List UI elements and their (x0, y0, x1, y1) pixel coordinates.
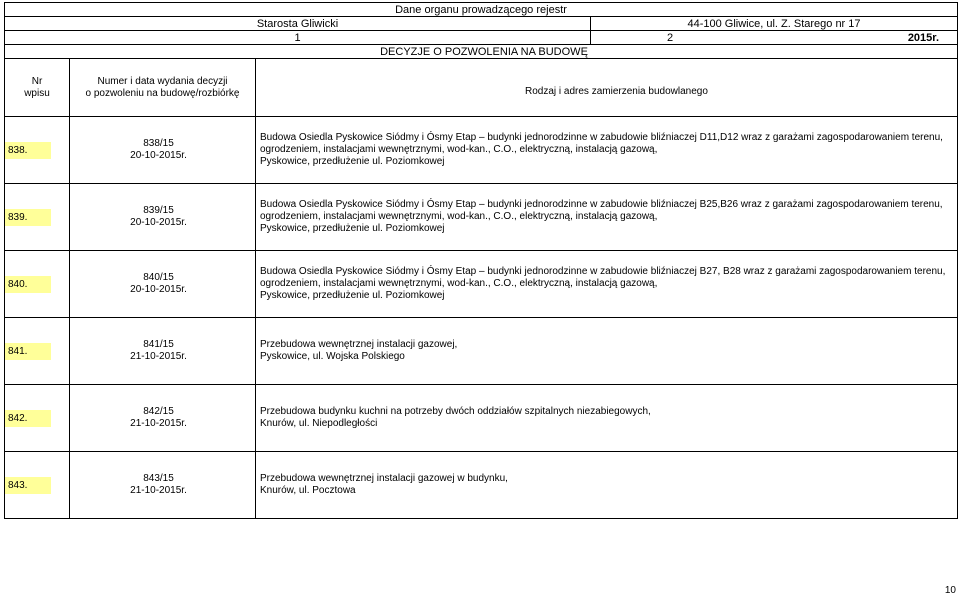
description-cell (256, 385, 958, 452)
description-cell (256, 251, 958, 318)
description-line: ogrodzeniem, instalacjami wewnętrznymi, wod-kan., C.O., elektryczną, instalacją gazową, (260, 278, 658, 289)
entry-number: 843. (5, 477, 51, 494)
entry-number-cell (5, 318, 70, 385)
decision-date: 21-10-2015r. (130, 485, 187, 496)
column-header-decision-line1: Numer i data wydania decyzji (97, 75, 228, 87)
description-line: Budowa Osiedla Pyskowice Siódmy i Ósmy Etap – budynki jednorodzinne w zabudowie bliźniaczej B27, B28 wraz z garażami zagospodarowaniem terenu, (260, 266, 946, 277)
table-row (5, 117, 958, 184)
description-address: Pyskowice, przedłużenie ul. Poziomkowej (260, 290, 445, 301)
entry-number-cell (5, 452, 70, 519)
description-cell (256, 184, 958, 251)
decision-number: 838/15 (143, 138, 174, 149)
decision-cell (70, 318, 256, 385)
description-line: ogrodzeniem, instalacjami wewnętrznymi, wod-kan., C.O., elektryczną, instalacją gazową, (260, 211, 658, 222)
register-title-text: DECYZJE O POZWOLENIA NA BUDOWĘ (380, 45, 588, 58)
description-address: Pyskowice, przedłużenie ul. Poziomkowej (260, 156, 445, 167)
entry-number-cell (5, 184, 70, 251)
entry-number: 839. (5, 209, 51, 226)
decision-number: 839/15 (143, 205, 174, 216)
decision-cell (70, 251, 256, 318)
description-cell (256, 117, 958, 184)
decision-number: 840/15 (143, 272, 174, 283)
column-header-nr (5, 59, 70, 117)
column-header-decision-line2: o pozwoleniu na budowę/rozbiórkę (85, 87, 240, 99)
description-address: Knurów, ul. Pocztowa (260, 485, 356, 496)
description-address: Knurów, ul. Niepodległości (260, 418, 378, 429)
decision-date: 20-10-2015r. (130, 217, 187, 228)
description-cell (256, 318, 958, 385)
description-line: Budowa Osiedla Pyskowice Siódmy i Ósmy Etap – budynki jednorodzinne w zabudowie bliźniaczej D11,D12 wraz z garażami zagospodarowaniem terenu, (260, 132, 943, 143)
table-row (5, 184, 958, 251)
column-header-scope (256, 59, 958, 117)
register-table (4, 2, 958, 519)
column-number-year-cell (591, 31, 958, 45)
column-number-2: 2 (667, 31, 674, 44)
description-address: Pyskowice, ul. Wojska Polskiego (260, 351, 405, 362)
decision-cell (70, 184, 256, 251)
decision-date: 21-10-2015r. (130, 418, 187, 429)
decision-date: 20-10-2015r. (130, 284, 187, 295)
register-year: 2015r. (907, 31, 940, 44)
column-header-nr-line1: Nr (31, 75, 43, 87)
table-row (5, 452, 958, 519)
decision-date: 21-10-2015r. (130, 351, 187, 362)
authority-address: 44-100 Gliwice, ul. Z. Starego nr 17 (591, 17, 958, 31)
authority-name: Starosta Gliwicki (5, 17, 591, 31)
column-number-1: 1 (5, 31, 591, 45)
entry-number: 838. (5, 142, 51, 159)
register-document (4, 2, 957, 519)
entry-number-cell (5, 385, 70, 452)
entry-number-cell (5, 251, 70, 318)
decision-number: 842/15 (143, 406, 174, 417)
description-line: Przebudowa wewnętrznej instalacji gazowej w budynku, (260, 473, 508, 484)
decision-cell (70, 385, 256, 452)
description-address: Pyskowice, przedłużenie ul. Poziomkowej (260, 223, 445, 234)
description-line: Przebudowa wewnętrznej instalacji gazowej, (260, 339, 458, 350)
page-number: 10 (944, 585, 956, 596)
authority-label: Dane organu prowadzącego rejestr (5, 3, 958, 17)
column-header-scope-text: Rodzaj i adres zamierzenia budowlanego (525, 85, 708, 97)
description-line: Przebudowa budynku kuchni na potrzeby dwóch oddziałów szpitalnych niezabiegowych, (260, 406, 651, 417)
table-row (5, 318, 958, 385)
entry-number: 842. (5, 410, 51, 427)
table-row (5, 385, 958, 452)
entry-number-cell (5, 117, 70, 184)
column-header-nr-line2: wpisu (24, 87, 50, 99)
description-cell (256, 452, 958, 519)
decision-date: 20-10-2015r. (130, 150, 187, 161)
decision-cell (70, 452, 256, 519)
entry-number: 840. (5, 276, 51, 293)
decision-cell (70, 117, 256, 184)
description-line: Budowa Osiedla Pyskowice Siódmy i Ósmy Etap – budynki jednorodzinne w zabudowie bliźniaczej B25,B26 wraz z garażami zagospodarowaniem terenu, (260, 199, 943, 210)
description-line: ogrodzeniem, instalacjami wewnętrznymi, wod-kan., C.O., elektryczną, instalacją gazową, (260, 144, 658, 155)
register-title (5, 45, 958, 59)
column-header-decision (70, 59, 256, 117)
entry-number: 841. (5, 343, 51, 360)
table-row (5, 251, 958, 318)
decision-number: 843/15 (143, 473, 174, 484)
decision-number: 841/15 (143, 339, 174, 350)
